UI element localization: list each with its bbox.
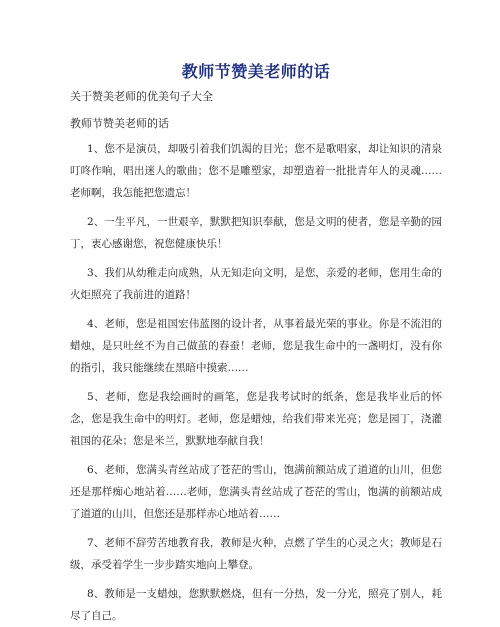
- paragraph-6: 6、老师，您满头青丝站成了苍茫的雪山，饱满前额站成了道道的山川，但您还是那样痴心地站着……老师，您满头青丝站成了苍茫的雪山，饱满的前额站成了道道的山川，但您还是那样赤心地站着……: [70, 464, 442, 520]
- paragraph-5: 5、老师，您是我绘画时的画笔，您是我考试时的纸条，您是我毕业后的怀念，您是我生命中的明灯。老师，您是蜡烛，给我们带来光亮；您是园丁，浇灌祖国的花朵；您是米兰，默默地奉献自我！: [70, 391, 442, 447]
- article-title: 教师节赞美老师的话: [181, 62, 331, 81]
- paragraph-7: 7、老师不辞劳苦地教育我，教师是火种，点燃了学生的心灵之火；教师是石级，承受着学生一步步踏实地向上攀登。: [70, 537, 442, 571]
- paragraph-4: 4、老师，您是祖国宏伟蓝图的设计者，从事着最光荣的事业。你是不流泪的蜡烛，是只吐丝不为自己做茧的春蚕！老师，您是我生命中的一盏明灯，没有你的指引，我只能继续在黑暗中摸索……: [70, 318, 442, 374]
- article-subtitle: 关于赞美老师的优美句子大全: [70, 90, 213, 103]
- paragraph-8: 8、教师是一支蜡烛，您默默燃烧，但有一分热，发一分光，照亮了别人，耗尽了自己。: [70, 588, 442, 622]
- paragraph-3: 3、我们从幼稚走向成熟，从无知走向文明，是您，亲爱的老师，您用生命的火炬照亮了我前进的道路！: [70, 267, 442, 301]
- paragraph-2: 2、一生平凡，一世艰辛，默默把知识奉献，您是文明的使者，您是辛勤的园丁，衷心感谢您，祝您健康快乐！: [70, 216, 442, 250]
- section-heading: 教师节赞美老师的话: [70, 117, 169, 130]
- paragraph-1: 1、您不是演员，却吸引着我们饥渴的目光；您不是歌唱家，却让知识的清泉叮咚作响，唱出迷人的歌曲；您不是雕塑家，却塑造着一批批青年人的灵魂……老师啊，我怎能把您遗忘！: [70, 143, 442, 199]
